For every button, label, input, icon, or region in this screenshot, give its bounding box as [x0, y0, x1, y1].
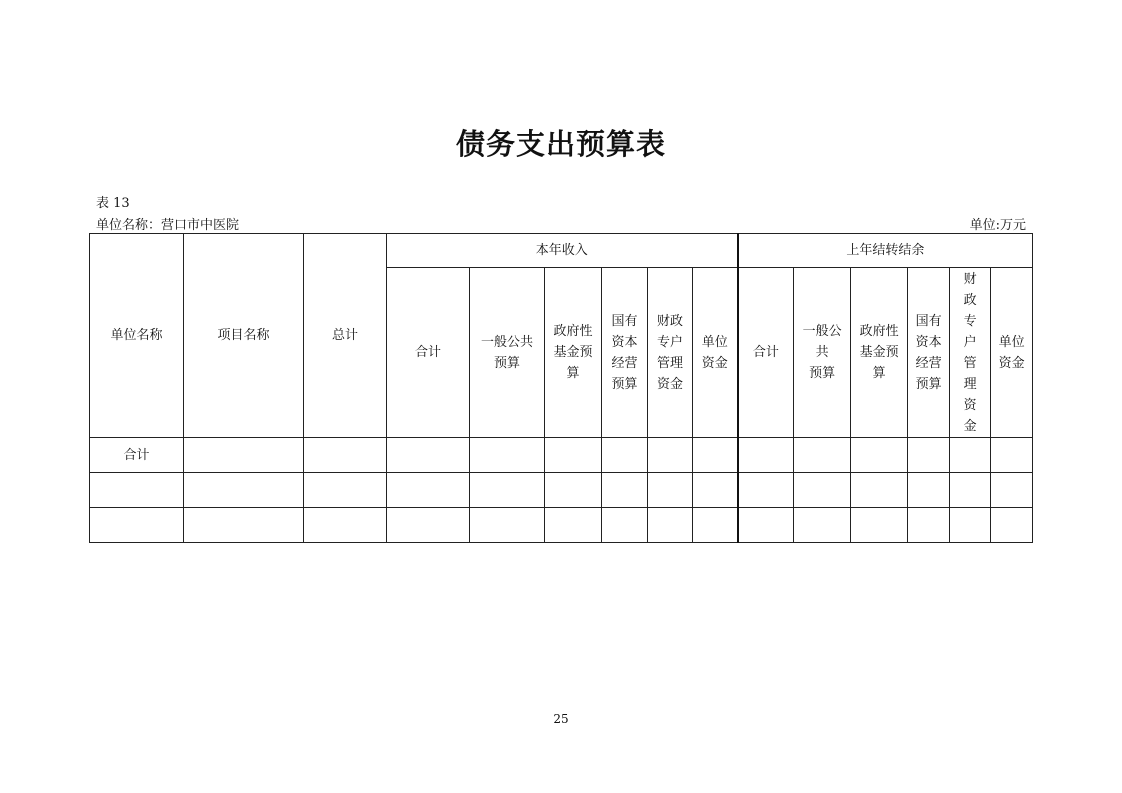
table-cell — [602, 438, 648, 473]
header-current-col-4: 财政 专户 管理 资金 — [648, 268, 693, 438]
table-cell — [545, 438, 602, 473]
table-cell — [908, 473, 950, 508]
form-number: 表 13 — [96, 196, 130, 211]
table-cell — [991, 473, 1033, 508]
table-cell — [908, 508, 950, 543]
table-cell — [950, 473, 991, 508]
header-prior-col-3: 国有 资本 经营 预算 — [908, 268, 950, 438]
table-cell — [693, 508, 738, 543]
table-cell — [184, 508, 304, 543]
header-unit-name: 单位名称 — [90, 234, 184, 438]
header-total: 总计 — [304, 234, 387, 438]
header-prior-col-2: 政府性 基金预 算 — [851, 268, 908, 438]
header-prior-col-5: 单位 资金 — [991, 268, 1033, 438]
table-cell — [545, 508, 602, 543]
table-cell — [387, 438, 470, 473]
table-cell — [851, 473, 908, 508]
table-cell — [470, 508, 545, 543]
row-label-cell — [90, 473, 184, 508]
table-cell — [950, 438, 991, 473]
header-current-col-0: 合计 — [387, 268, 470, 438]
debt-expenditure-budget-table — [89, 233, 1033, 543]
header-current-col-2: 政府性 基金预 算 — [545, 268, 602, 438]
table-cell — [693, 473, 738, 508]
table-cell — [738, 473, 794, 508]
table-cell — [184, 438, 304, 473]
header-current-col-3: 国有 资本 经营 预算 — [602, 268, 648, 438]
currency-unit-label: 单位:万元 — [969, 218, 1026, 233]
table-cell — [304, 473, 387, 508]
row-label-cell: 合计 — [90, 438, 184, 473]
row-label-cell — [90, 508, 184, 543]
header-prior-col-4: 财 政 专 户 管 理 资 金 — [950, 268, 991, 438]
table-cell — [738, 438, 794, 473]
table-cell — [648, 473, 693, 508]
header-current-year-income: 本年收入 — [387, 234, 738, 268]
table-cell — [794, 438, 851, 473]
header-prior-col-1: 一般公 共 预算 — [794, 268, 851, 438]
table-cell — [794, 473, 851, 508]
table-cell — [991, 508, 1033, 543]
table-cell — [991, 438, 1033, 473]
table-cell — [648, 508, 693, 543]
table-cell — [908, 438, 950, 473]
table-cell — [304, 508, 387, 543]
table-cell — [693, 438, 738, 473]
header-prior-col-0: 合计 — [738, 268, 794, 438]
table-cell — [470, 473, 545, 508]
header-current-col-5: 单位 资金 — [693, 268, 738, 438]
table-cell — [648, 438, 693, 473]
table-cell — [738, 508, 794, 543]
table-row — [90, 438, 1033, 473]
table-cell — [545, 473, 602, 508]
table-cell — [602, 508, 648, 543]
header-prior-year-carryover: 上年结转结余 — [738, 234, 1033, 268]
unit-name-label: 单位名称：营口市中医院 — [96, 218, 240, 233]
table-row — [90, 508, 1033, 543]
table-cell — [304, 438, 387, 473]
table-cell — [387, 473, 470, 508]
table-row — [90, 473, 1033, 508]
header-current-col-1: 一般公共 预算 — [470, 268, 545, 438]
table-cell — [184, 473, 304, 508]
table-cell — [602, 473, 648, 508]
table-cell — [387, 508, 470, 543]
page-title: 债务支出预算表 — [455, 127, 666, 161]
table-cell — [851, 438, 908, 473]
table-cell — [794, 508, 851, 543]
page-number: 25 — [553, 712, 569, 726]
table-cell — [470, 438, 545, 473]
header-project-name: 项目名称 — [184, 234, 304, 438]
table-cell — [950, 508, 991, 543]
table-cell — [851, 508, 908, 543]
